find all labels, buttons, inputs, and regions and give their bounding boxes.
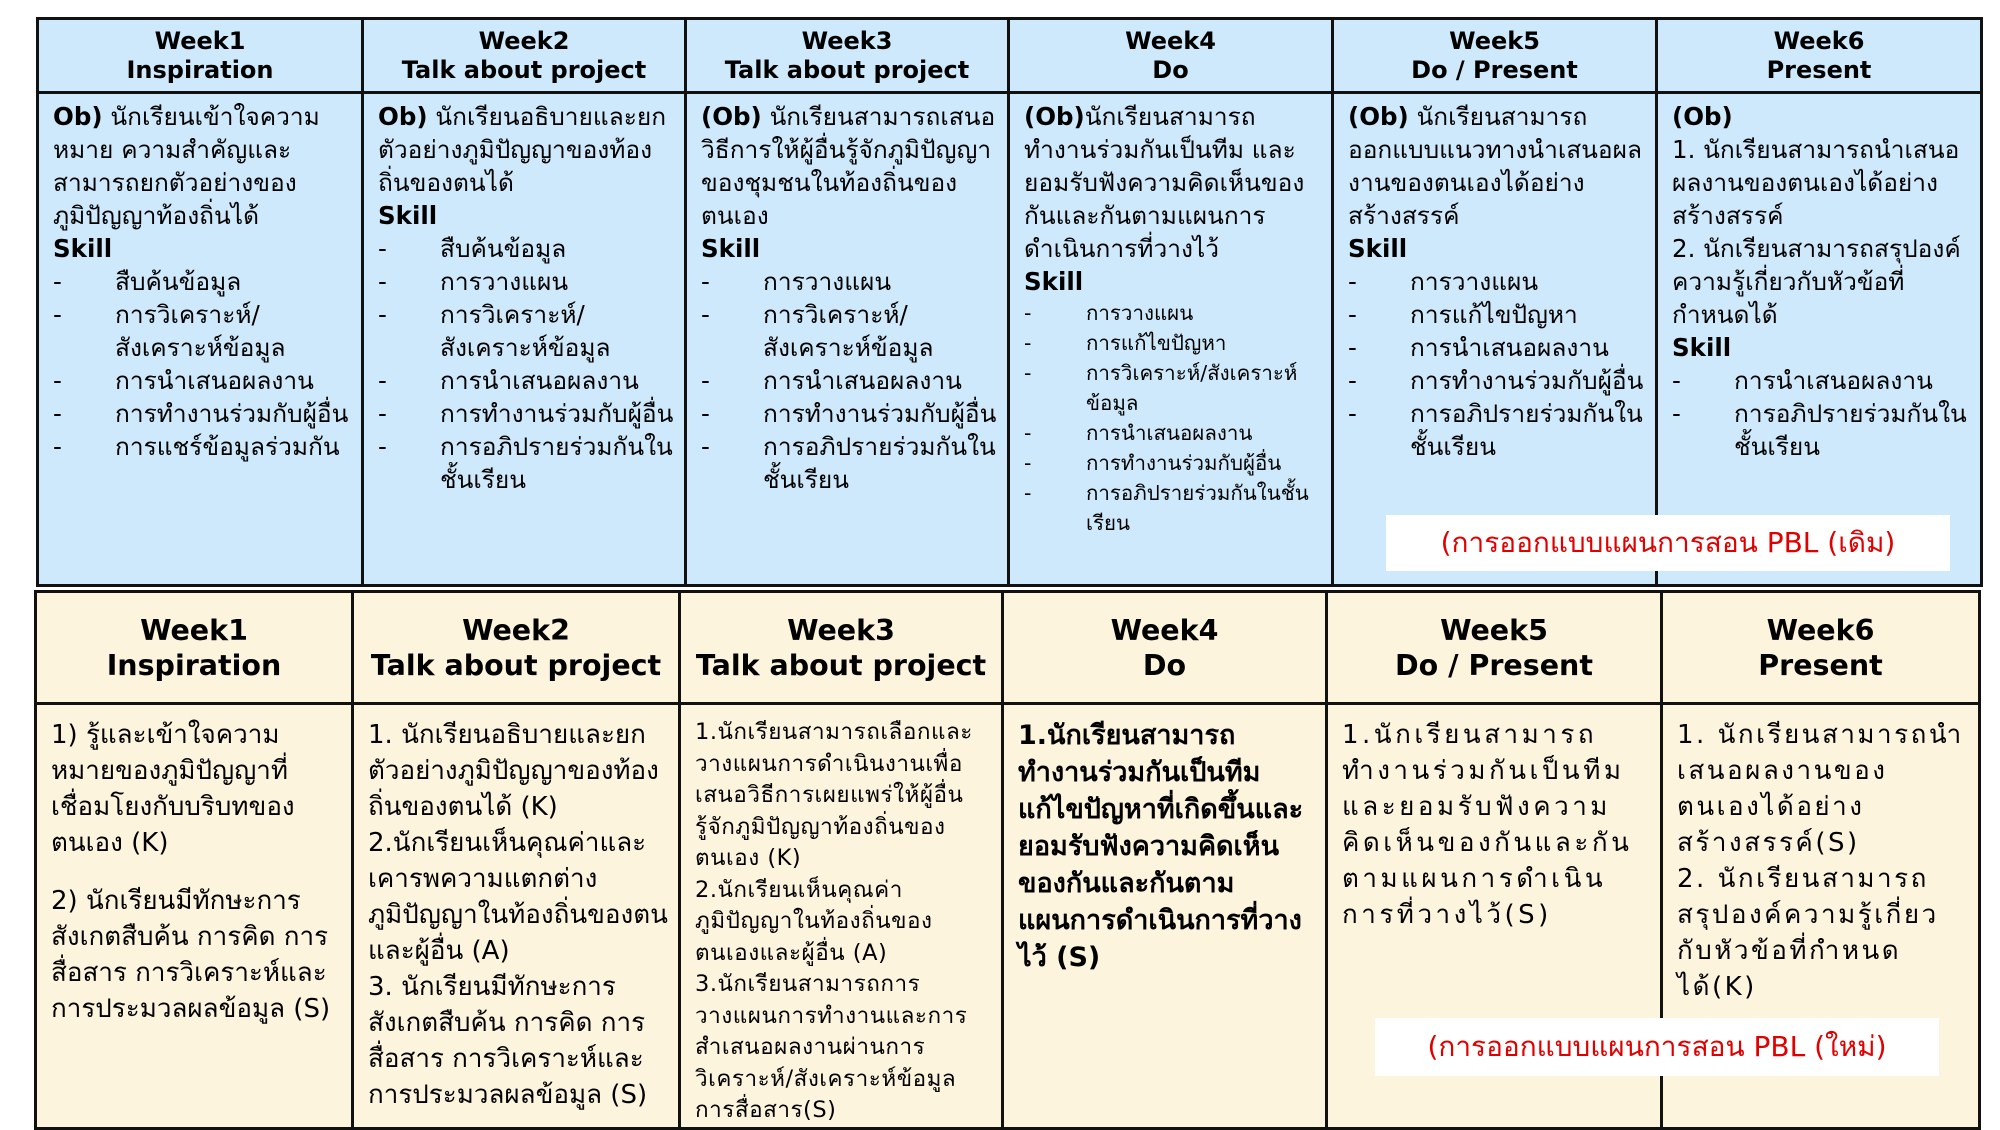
skill-item: - สืบค้นข้อมูล <box>53 267 242 296</box>
skill-item: - การอภิปรายร่วมกันในชั้นเรียน <box>1024 481 1309 535</box>
skill-item: - การวางแผน <box>1348 267 1539 296</box>
skill-item: - การทำงานร่วมกับผู้อื่น <box>701 399 997 428</box>
skill-item: - การแก้ไขปัญหา <box>1024 331 1227 355</box>
new-week-header: Week4 Do <box>1003 592 1327 704</box>
skill-heading: Skill <box>1348 234 1408 263</box>
skill-item: - การแชร์ข้อมูลร่วมกัน <box>53 432 340 461</box>
skill-item: - การวิเคราะห์/สังเคราะห์ข้อมูล <box>701 300 934 362</box>
old-week-header: Week6 Present <box>1657 19 1982 93</box>
skill-item: - การนำเสนอผลงาน <box>53 366 314 395</box>
objective-item: 1.นักเรียนสามารถเลือกและวางแผนการดำเนินงานเพื่อเสนอวิธีการเผยแพร่ให้ผู้อื่นรู้จักภูมิปัญญาท้องถิ่นของตนเอง (K) <box>695 719 973 871</box>
new-plan-header-row <box>36 592 1980 704</box>
objective-item: 2. นักเรียนสามารถสรุปองค์ความรู้เกี่ยวกับหัวข้อที่กำหนดได้(K) <box>1677 864 1939 1002</box>
skill-item: - การวางแผน <box>701 267 892 296</box>
new-week-header: Week2 Talk about project <box>353 592 680 704</box>
objective-item: 1. นักเรียนอธิบายและยกตัวอย่างภูมิปัญญาของท้องถิ่นของตนได้ (K) <box>368 720 659 822</box>
objective-item: 1. นักเรียนสามารถนำเสนอผลงานของตนเองได้อย่างสร้างสรรค์(S) <box>1677 720 1964 858</box>
objective: (Ob)นักเรียนสามารถทำงานร่วมกันเป็นทีม และยอมรับฟังความคิดเห็นของกันและกันตามแผนการดำเนินการที่วางไว้ <box>1024 102 1305 263</box>
skill-item: - การอภิปรายร่วมกันในชั้นเรียน <box>701 432 996 494</box>
old-week-header: Week5 Do / Present <box>1333 19 1657 93</box>
new-week2-cell <box>353 704 680 1129</box>
skill-item: - การนำเสนอผลงาน <box>1024 421 1253 445</box>
new-week-header: Week3 Talk about project <box>680 592 1003 704</box>
new-week3-cell <box>680 704 1003 1129</box>
skill-item: - การนำเสนอผลงาน <box>1348 333 1609 362</box>
skill-item: - การวิเคราะห์/สังเคราะห์ข้อมูล <box>378 300 611 362</box>
objective-item: 2) นักเรียนมีทักษะการสังเกตสืบค้น การคิด การสื่อสาร การวิเคราะห์และการประมวลผลข้อมูล (S) <box>51 886 331 1024</box>
old-week3-cell <box>686 93 1009 586</box>
skill-item: - การอภิปรายร่วมกันในชั้นเรียน <box>1348 399 1643 461</box>
skill-item: - สืบค้นข้อมูล <box>378 234 567 263</box>
old-plan-header-row <box>38 19 1982 93</box>
new-week4-cell <box>1003 704 1327 1129</box>
new-week-header: Week6 Present <box>1662 592 1980 704</box>
old-week6-cell <box>1657 93 1982 586</box>
skill-heading: Skill <box>378 201 438 230</box>
old-week1-cell <box>38 93 363 586</box>
skill-heading: Skill <box>1672 333 1732 362</box>
objective-item: 1.นักเรียนสามารถทำงานร่วมกันเป็นทีมและยอมรับฟังความคิดเห็นของกันและกันตามแผนการดำเนินการที่วางไว้(S) <box>1342 720 1633 930</box>
skill-item: - การวางแผน <box>378 267 569 296</box>
skill-item: - การนำเสนอผลงาน <box>378 366 639 395</box>
objective-item: 3.นักเรียนสามารถการวางแผนการทำงานและการสำเสนอผลงานผ่านการวิเคราะห์/สังเคราะห์ข้อมูลการสื่อสาร(S) <box>695 971 968 1123</box>
old-week-header: Week3 Talk about project <box>686 19 1009 93</box>
new-plan-caption: (การออกแบบแผนการสอน PBL (ใหม่) <box>1375 1018 1939 1076</box>
skill-heading: Skill <box>53 234 113 263</box>
objective-label: (Ob) <box>1672 102 1733 131</box>
new-week1-cell <box>36 704 353 1129</box>
skill-item: - การทำงานร่วมกับผู้อื่น <box>1348 366 1644 395</box>
objective-item: 3. นักเรียนมีทักษะการสังเกตสืบค้น การคิด การสื่อสาร การวิเคราะห์และการประมวลผลข้อมูล (S) <box>368 972 648 1110</box>
skill-item: - การทำงานร่วมกับผู้อื่น <box>53 399 349 428</box>
objective-item: 2.นักเรียนเห็นคุณค่าภูมิปัญญาในท้องถิ่นของตนเองและผู้อื่น (A) <box>695 876 933 966</box>
old-week-header: Week4 Do <box>1009 19 1333 93</box>
objective-item: 1. นักเรียนสามารถนำเสนอผลงานของตนเองได้อย่างสร้างสรรค์ <box>1672 135 1960 230</box>
skill-item: - การวางแผน <box>1024 301 1194 325</box>
objective-item: 1.นักเรียนสามารถทำงานร่วมกันเป็นทีมแก้ไขปัญหาที่เกิดขึ้นและยอมรับฟังความคิดเห็นของกันและกันตามแผนการดำเนินการที่วางไว้ (S) <box>1018 720 1304 973</box>
skill-item: - การอภิปรายร่วมกันในชั้นเรียน <box>378 432 673 494</box>
new-week-header: Week5 Do / Present <box>1327 592 1662 704</box>
old-plan-table <box>36 17 1983 587</box>
old-week2-cell <box>363 93 686 586</box>
objective-item: 1) รู้และเข้าใจความหมายของภูมิปัญญาที่เชื่อมโยงกับบริบทของตนเอง (K) <box>51 720 295 858</box>
objective-item: 2. นักเรียนสามารถสรุปองค์ความรู้เกี่ยวกับหัวข้อที่กำหนดได้ <box>1672 234 1961 329</box>
skill-heading: Skill <box>1024 267 1084 296</box>
new-week-header: Week1 Inspiration <box>36 592 353 704</box>
skill-item: - การนำเสนอผลงาน <box>701 366 962 395</box>
skill-item: - การทำงานร่วมกับผู้อื่น <box>1024 451 1282 475</box>
skill-item: - การนำเสนอผลงาน <box>1672 366 1933 395</box>
skill-item: - การอภิปรายร่วมกันในชั้นเรียน <box>1672 399 1967 461</box>
old-plan-body-row <box>38 93 1982 586</box>
objective: Ob) นักเรียนเข้าใจความหมาย ความสำคัญและสามารถยกตัวอย่างของภูมิปัญญาท้องถิ่นได้ <box>53 102 320 230</box>
skill-item: - การวิเคราะห์/สังเคราะห์ข้อมูล <box>1024 361 1298 415</box>
objective: Ob) นักเรียนอธิบายและยกตัวอย่างภูมิปัญญาของท้องถิ่นของตนได้ <box>378 102 667 197</box>
objective: (Ob) นักเรียนสามารถออกแบบแนวทางนำเสนอผลงานของตนเองได้อย่างสร้างสรรค์ <box>1348 102 1642 230</box>
skill-item: - การแก้ไขปัญหา <box>1348 300 1578 329</box>
skill-item: - การวิเคราะห์/สังเคราะห์ข้อมูล <box>53 300 286 362</box>
skill-heading: Skill <box>701 234 761 263</box>
old-plan-caption: (การออกแบบแผนการสอน PBL (เดิม) <box>1386 515 1950 571</box>
old-week-header: Week1 Inspiration <box>38 19 363 93</box>
objective: (Ob) นักเรียนสามารถเสนอวิธีการให้ผู้อื่นรู้จักภูมิปัญญาของชุมชนในท้องถิ่นของตนเอง <box>701 102 996 230</box>
objective-item: 2.นักเรียนเห็นคุณค่าและเคารพความแตกต่างภูมิปัญญาในท้องถิ่นของตนและผู้อื่น (A) <box>368 828 668 966</box>
old-week4-cell <box>1009 93 1333 586</box>
skill-item: - การทำงานร่วมกับผู้อื่น <box>378 399 674 428</box>
old-week5-cell <box>1333 93 1657 586</box>
old-week-header: Week2 Talk about project <box>363 19 686 93</box>
